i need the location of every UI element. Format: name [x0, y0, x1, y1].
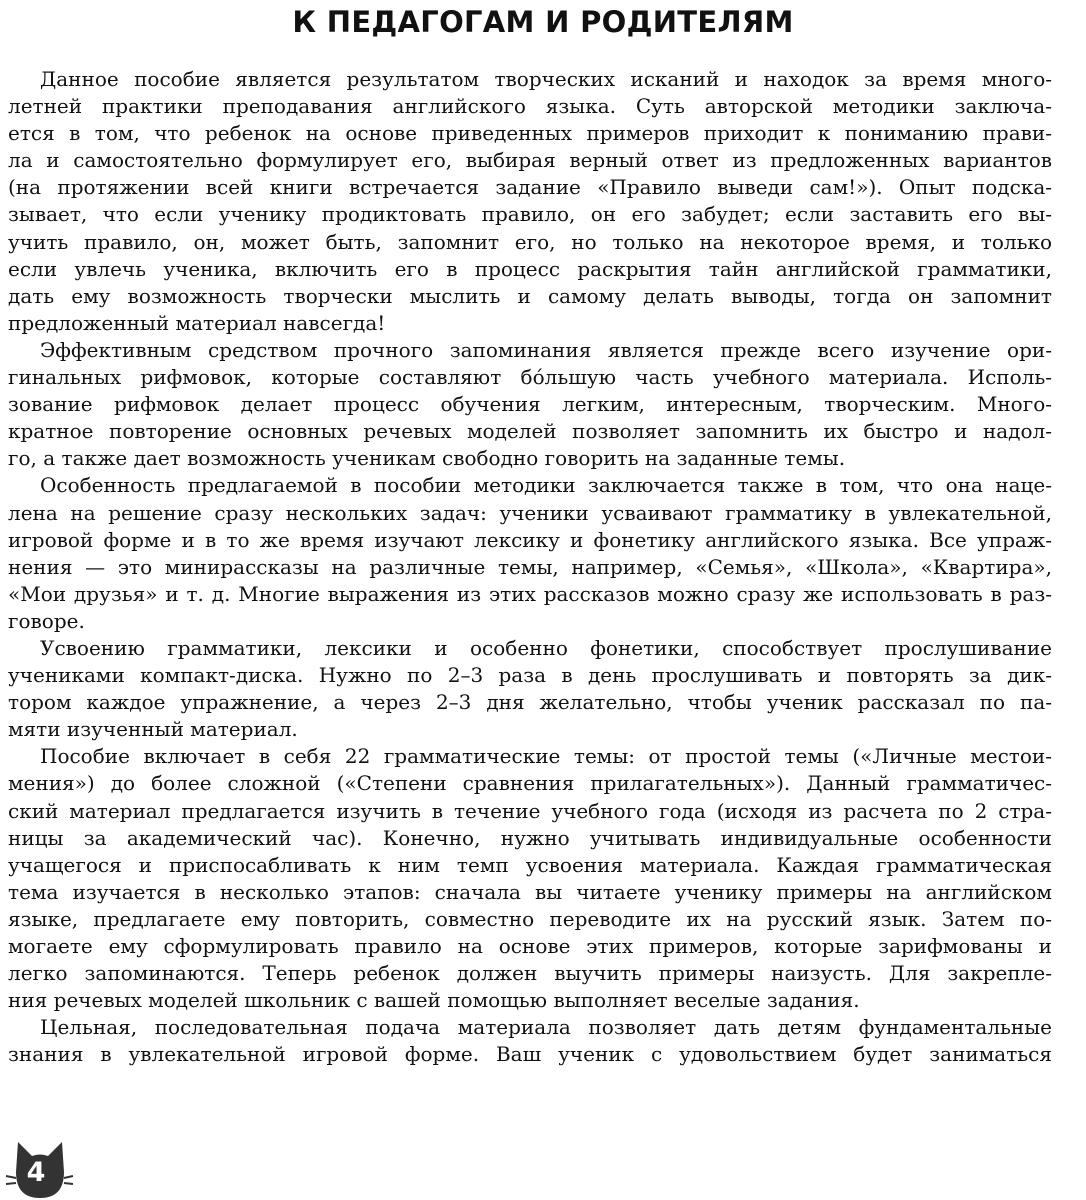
text-line: игровой форме и в то же время изучают лексику и фонетику английского языка. Все упраж- — [8, 527, 1052, 552]
page-title: К ПЕДАГОГАМ И РОДИТЕЛЯМ — [292, 5, 794, 39]
text-line: мяти изученный материал. — [8, 717, 298, 742]
text-line: учащегося и приспосабливать к ним темп усвоения материала. Каждая грамматическая — [8, 852, 1052, 877]
text-line: нения — это минирассказы на различные темы, например, «Семья», «Школа», «Квартира», — [8, 554, 1052, 579]
text-line: предложенный материал навсегда! — [8, 310, 386, 335]
text-line: могаете ему сформулировать правило на основе этих примеров, которые зарифмованы и — [8, 934, 1052, 958]
text-line: учениками компакт-диска. Нужно по 2–3 раза в день прослушивать и повторять за дик- — [8, 663, 1052, 688]
text-line: «Мои друзья» и т. д. Многие выражения из этих рассказов можно сразу же использовать в раз- — [8, 581, 1052, 606]
text-line: летней практики преподавания английского языка. Суть авторской методики заключа- — [8, 94, 1052, 119]
text-line: мения») до более сложной («Степени сравнения прилагательных»). Данный грамматичес- — [8, 771, 1052, 796]
text-line: го, а также дает возможность ученикам свободно говорить на заданные темы. — [8, 446, 846, 471]
text-line: ется в том, что ребенок на основе приведенных примеров приходит к пониманию прави- — [8, 121, 1052, 146]
text-line: ния речевых моделей школьник с вашей помощью выполняет веселые задания. — [8, 988, 860, 1013]
text-line: Цельная, последовательная подача материала позволяет дать детям фундаментальные — [40, 1015, 1052, 1040]
text-line: учить правило, он, может быть, запомнит его, но только на некоторое время, и только — [8, 229, 1052, 254]
text-line: если увлечь ученика, включить его в процесс раскрытия тайн английской грамматики, — [8, 256, 1052, 281]
text-line: знания в увлекательной игровой форме. Ваш ученик с удовольствием будет заниматься — [8, 1042, 1052, 1067]
text-line: Особенность предлагаемой в пособии методики заключается также в том, что она наце- — [40, 473, 1052, 498]
text-line: тема изучается в несколько этапов: сначала вы читаете ученику примеры на английском — [8, 879, 1052, 904]
text-line: Усвоению грамматики, лексики и особенно фонетики, способствует прослушивание — [40, 635, 1052, 660]
page-number: 4 — [26, 1157, 46, 1188]
text-line: дать ему возможность творчески мыслить и самому делать выводы, тогда он запомнит — [8, 283, 1052, 308]
text-line: ла и самостоятельно формулирует его, выбирая верный ответ из предложенных вариантов — [8, 148, 1052, 173]
text-line: зование рифмовок делает процесс обучения легким, интересным, творческим. Много- — [8, 392, 1052, 417]
text-line: зывает, что если ученику продиктовать правило, он его забудет; если заставить его вы- — [8, 202, 1052, 227]
text-line: Эффективным средством прочного запоминания является прежде всего изучение ори- — [40, 337, 1052, 362]
text-line: языке, предлагаете ему повторить, совместно переводите их на русский язык. Затем по- — [8, 906, 1052, 931]
text-line: Данное пособие является результатом творческих исканий и находок за время много- — [40, 67, 1052, 91]
text-line: легко запоминаются. Теперь ребенок должен выучить примеры наизусть. Для закрепле- — [8, 961, 1052, 986]
text-line: кратное повторение основных речевых моделей позволяет запомнить их быстро и надол- — [8, 419, 1052, 444]
text-line: говоре. — [8, 608, 85, 633]
text-line: ский материал предлагается изучить в течение учебного года (исходя из расчета по 2 стра- — [8, 798, 1052, 823]
text-line: тором каждое упражнение, а через 2–3 дня желательно, чтобы ученик рассказал по па- — [8, 690, 1052, 715]
text-line: Пособие включает в себя 22 грамматические темы: от простой темы («Личные местои- — [40, 744, 1052, 769]
text-line: ницы за академический час). Конечно, нужно учитывать индивидуальные особенности — [8, 825, 1052, 850]
text-line: (на протяжении всей книги встречается задание «Правило выведи сам!»). Опыт подска- — [8, 175, 1052, 200]
text-line: лена на решение сразу нескольких задач: ученики усваивают грамматику в увлекательной, — [8, 500, 1052, 525]
body-text — [8, 66, 1052, 1068]
text-line: гинальных рифмовок, которые составляют бо́льшую часть учебного материала. Исполь- — [8, 365, 1052, 390]
